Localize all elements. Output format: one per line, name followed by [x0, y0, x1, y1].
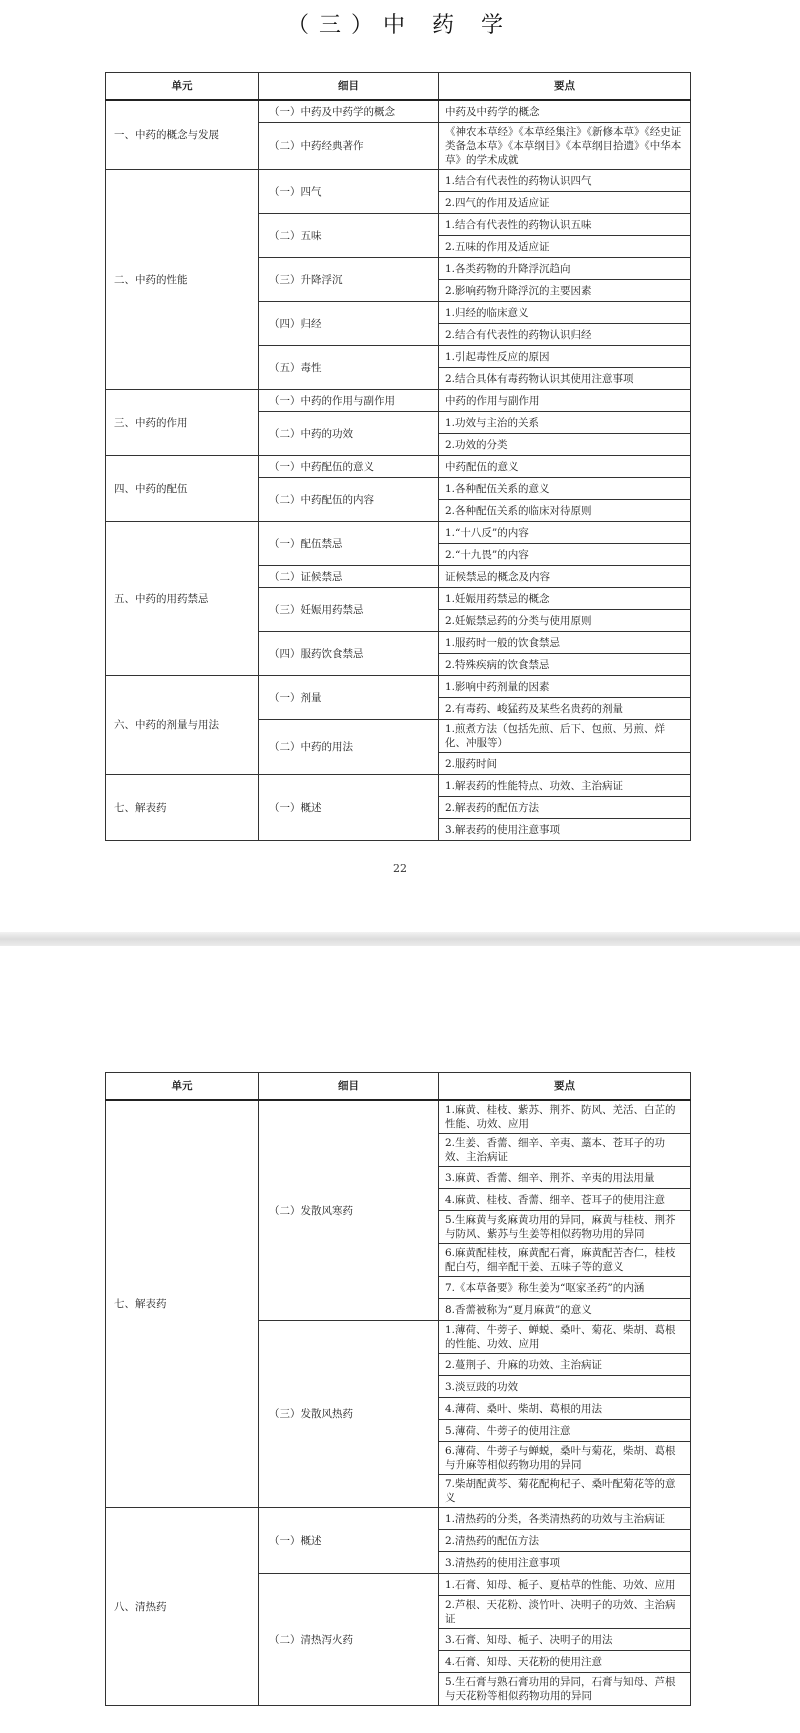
key-point-cell: 1.结合有代表性的药物认识五味 [439, 214, 691, 236]
table-row [106, 775, 691, 797]
key-point-cell: 1.影响中药剂量的因素 [439, 676, 691, 698]
key-point-cell: 5.生石膏与熟石膏功用的异同，石膏与知母、芦根与天花粉等相似药物功用的异同 [439, 1673, 691, 1706]
key-point-cell: 1.“十八反”的内容 [439, 522, 691, 544]
header-detail: 细目 [259, 1073, 439, 1101]
detail-cell: （三）升降浮沉 [259, 258, 439, 302]
key-point-cell: 1.服药时一般的饮食禁忌 [439, 632, 691, 654]
key-point-cell: 4.薄荷、桑叶、柴胡、葛根的用法 [439, 1398, 691, 1420]
page-gap [0, 932, 800, 946]
syllabus-table [105, 72, 691, 841]
document-page-2 [0, 946, 800, 1733]
table-row [106, 1508, 691, 1530]
detail-cell: （三）妊娠用药禁忌 [259, 588, 439, 632]
key-point-cell: 7.柴胡配黄芩、菊花配枸杞子、桑叶配菊花等的意义 [439, 1475, 691, 1508]
key-point-cell: 3.清热药的使用注意事项 [439, 1552, 691, 1574]
key-point-cell: 2.解表药的配伍方法 [439, 797, 691, 819]
key-point-cell: 3.麻黄、香薷、细辛、荆芥、辛夷的用法用量 [439, 1167, 691, 1189]
key-point-cell: 2.蔓荆子、升麻的功效、主治病证 [439, 1354, 691, 1376]
header-unit: 单元 [106, 73, 259, 101]
key-point-cell: 7.《本草备要》称生姜为“呕家圣药”的内涵 [439, 1277, 691, 1299]
key-point-cell: 4.石膏、知母、天花粉的使用注意 [439, 1651, 691, 1673]
key-point-cell: 6.薄荷、牛蒡子与蝉蜕，桑叶与菊花，柴胡、葛根与升麻等相似药物功用的异同 [439, 1442, 691, 1475]
header-key-points: 要点 [439, 1073, 691, 1101]
table-header-row [106, 73, 691, 101]
key-point-cell: 2.清热药的配伍方法 [439, 1530, 691, 1552]
unit-cell: 八、清热药 [106, 1508, 259, 1706]
unit-cell: 三、中药的作用 [106, 390, 259, 456]
detail-cell: （二）证候禁忌 [259, 566, 439, 588]
key-point-cell: 2.五味的作用及适应证 [439, 236, 691, 258]
detail-cell: （二）中药经典著作 [259, 123, 439, 170]
key-point-cell: 2.有毒药、峻猛药及某些名贵药的剂量 [439, 698, 691, 720]
key-point-cell: 2.影响药物升降浮沉的主要因素 [439, 280, 691, 302]
detail-cell: （一）中药的作用与副作用 [259, 390, 439, 412]
key-point-cell: 1.各类药物的升降浮沉趋向 [439, 258, 691, 280]
key-point-cell: 5.生麻黄与炙麻黄功用的异同，麻黄与桂枝、荆芥与防风、紫苏与生姜等相似药物功用的异同 [439, 1211, 691, 1244]
key-point-cell: 2.妊娠禁忌药的分类与使用原则 [439, 610, 691, 632]
key-point-cell: 2.结合具体有毒药物认识其使用注意事项 [439, 368, 691, 390]
unit-cell: 二、中药的性能 [106, 170, 259, 390]
table-row [106, 1100, 691, 1134]
unit-cell: 七、解表药 [106, 1100, 259, 1508]
key-point-cell: 2.芦根、天花粉、淡竹叶、决明子的功效、主治病证 [439, 1596, 691, 1629]
detail-cell: （一）中药及中药学的概念 [259, 100, 439, 123]
key-point-cell: 6.麻黄配桂枝，麻黄配石膏，麻黄配苦杏仁，桂枝配白芍，细辛配干姜、五味子等的意义 [439, 1244, 691, 1277]
key-point-cell: 证候禁忌的概念及内容 [439, 566, 691, 588]
key-point-cell: 4.麻黄、桂枝、香薷、细辛、苍耳子的使用注意 [439, 1189, 691, 1211]
key-point-cell: 2.各种配伍关系的临床对待原则 [439, 500, 691, 522]
key-point-cell: 1.薄荷、牛蒡子、蝉蜕、桑叶、菊花、柴胡、葛根的性能、功效、应用 [439, 1321, 691, 1354]
key-point-cell: 中药的作用与副作用 [439, 390, 691, 412]
key-point-cell: 2.特殊疾病的饮食禁忌 [439, 654, 691, 676]
table-body [106, 100, 691, 841]
key-point-cell: 1.引起毒性反应的原因 [439, 346, 691, 368]
key-point-cell: 中药配伍的意义 [439, 456, 691, 478]
key-point-cell: 1.功效与主治的关系 [439, 412, 691, 434]
detail-cell: （二）中药的用法 [259, 720, 439, 775]
table-row [106, 522, 691, 544]
detail-cell: （二）中药配伍的内容 [259, 478, 439, 522]
table-row [106, 456, 691, 478]
key-point-cell: 3.石膏、知母、栀子、决明子的用法 [439, 1629, 691, 1651]
key-point-cell: 2.服药时间 [439, 753, 691, 775]
key-point-cell: 2.结合有代表性的药物认识归经 [439, 324, 691, 346]
key-point-cell: 1.结合有代表性的药物认识四气 [439, 170, 691, 192]
detail-cell: （二）发散风寒药 [259, 1100, 439, 1321]
detail-cell: （一）概述 [259, 775, 439, 841]
key-point-cell: 1.麻黄、桂枝、紫苏、荆芥、防风、羌活、白芷的性能、功效、应用 [439, 1100, 691, 1134]
detail-cell: （二）清热泻火药 [259, 1574, 439, 1706]
page-number: 22 [393, 862, 407, 875]
detail-cell: （四）归经 [259, 302, 439, 346]
key-point-cell: 1.煎煮方法（包括先煎、后下、包煎、另煎、烊化、冲服等） [439, 720, 691, 753]
key-point-cell: 1.石膏、知母、栀子、夏枯草的性能、功效、应用 [439, 1574, 691, 1596]
unit-cell: 四、中药的配伍 [106, 456, 259, 522]
unit-cell: 五、中药的用药禁忌 [106, 522, 259, 676]
key-point-cell: 5.薄荷、牛蒡子的使用注意 [439, 1420, 691, 1442]
key-point-cell: 1.各种配伍关系的意义 [439, 478, 691, 500]
detail-cell: （一）配伍禁忌 [259, 522, 439, 566]
detail-cell: （四）服药饮食禁忌 [259, 632, 439, 676]
table-row [106, 676, 691, 698]
unit-cell: 七、解表药 [106, 775, 259, 841]
detail-cell: （一）四气 [259, 170, 439, 214]
detail-cell: （一）概述 [259, 1508, 439, 1574]
unit-cell: 一、中药的概念与发展 [106, 100, 259, 170]
page-title: （三）中 药 学 [287, 13, 513, 38]
key-point-cell: 2.功效的分类 [439, 434, 691, 456]
key-point-cell: 2.生姜、香薷、细辛、辛夷、藁本、苍耳子的功效、主治病证 [439, 1134, 691, 1167]
header-key-points: 要点 [439, 73, 691, 101]
key-point-cell: 3.解表药的使用注意事项 [439, 819, 691, 841]
header-unit: 单元 [106, 1073, 259, 1101]
detail-cell: （二）中药的功效 [259, 412, 439, 456]
table-body [106, 1100, 691, 1706]
key-point-cell: 1.解表药的性能特点、功效、主治病证 [439, 775, 691, 797]
detail-cell: （三）发散风热药 [259, 1321, 439, 1508]
key-point-cell: 3.淡豆豉的功效 [439, 1376, 691, 1398]
key-point-cell: 1.妊娠用药禁忌的概念 [439, 588, 691, 610]
key-point-cell: 8.香薷被称为“夏月麻黄”的意义 [439, 1299, 691, 1321]
detail-cell: （五）毒性 [259, 346, 439, 390]
detail-cell: （二）五味 [259, 214, 439, 258]
table-row [106, 100, 691, 123]
key-point-cell: 中药及中药学的概念 [439, 100, 691, 123]
key-point-cell: 1.归经的临床意义 [439, 302, 691, 324]
syllabus-table [105, 1072, 691, 1706]
table-row [106, 170, 691, 192]
detail-cell: （一）中药配伍的意义 [259, 456, 439, 478]
unit-cell: 六、中药的剂量与用法 [106, 676, 259, 775]
table-header-row [106, 1073, 691, 1101]
table-row [106, 390, 691, 412]
key-point-cell: 2.“十九畏”的内容 [439, 544, 691, 566]
key-point-cell: 1.清热药的分类，各类清热药的功效与主治病证 [439, 1508, 691, 1530]
header-detail: 细目 [259, 73, 439, 101]
detail-cell: （一）剂量 [259, 676, 439, 720]
key-point-cell: 2.四气的作用及适应证 [439, 192, 691, 214]
key-point-cell: 《神农本草经》《本草经集注》《新修本草》《经史证类备急本草》《本草纲目》《本草纲目拾遗》《中华本草》的学术成就 [439, 123, 691, 170]
